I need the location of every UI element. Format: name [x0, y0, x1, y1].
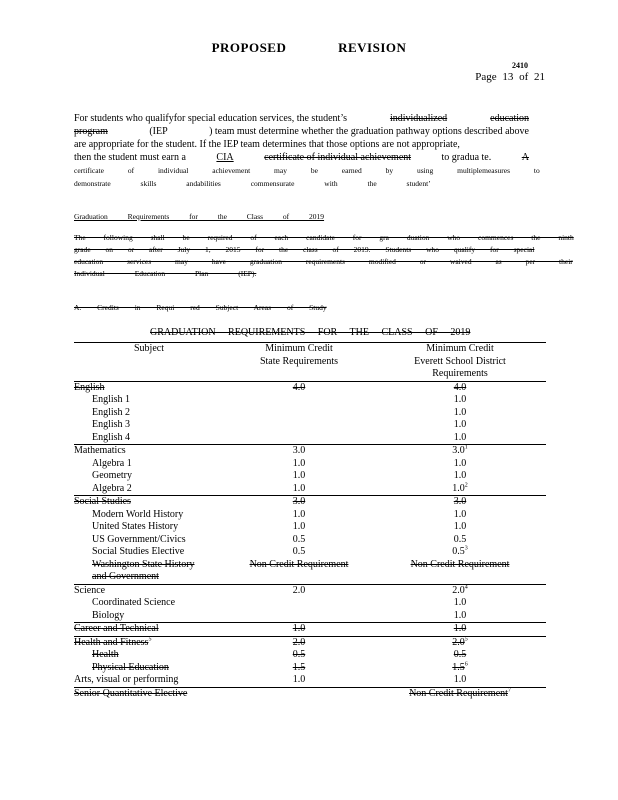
graduation-requirements-table: [74, 342, 546, 700]
credits-heading: A. Credits in Requi red Subject Areas of Study: [74, 303, 327, 312]
document-title: PROPOSED REVISION: [211, 40, 407, 55]
table-row: Algebra 1 1.0 1.0: [92, 457, 467, 469]
table-row: English 4 1.0: [92, 431, 467, 443]
table-row: English 1 1.0: [92, 394, 467, 405]
table-row: Modern World History 1.0 1.0: [92, 508, 467, 520]
table-row: Algebra 2 1.0 $1.0^2$: [92, 482, 468, 494]
table-row: Science 2.0 $2.0^4$: [74, 584, 546, 597]
table-row: English 3 1.0: [92, 419, 467, 430]
table-row: Social Studies 3.0 3.0: [74, 496, 546, 509]
col-header-state: Minimum Credit State Requirements: [259, 343, 339, 367]
intro-paragraph: For students who qualifyfor special education services, the student’s individualized education program (IEP ) team must determine whether the graduation pathway options described above are appropriate for the student. If the IEP team determines that those options are not appropriate, then the student must earn a CIA certificate of individual achievement to gradua te. A certificate of individual achievement may be earned by using multiplemeasures to demonstrate skills andabilities commensurate with the student’: [74, 113, 540, 188]
table-row: Geometry 1.0 1.0: [92, 470, 467, 481]
table-row: Health and Fitness$^5$ 2.0 $2.0^5$: [74, 636, 546, 649]
table-row: Social Studies Elective 0.5 $0.5^3$: [92, 545, 468, 557]
col-header-subject: Subject: [134, 343, 164, 354]
table-row: Biology 1.0: [92, 609, 467, 621]
table-row: Mathematics 3.0 $3.0^1$: [74, 445, 546, 458]
table-row: Physical Education 1.5 $1.5^6$: [92, 661, 468, 673]
table-row: Coordinated Science 1.0: [92, 597, 467, 608]
table-row: Career and Technical 1.0 1.0: [74, 623, 546, 637]
table-row: English 4.0 4.0: [74, 381, 546, 394]
graduation-heading: Graduation Requirements for the Class of 2019: [74, 212, 325, 221]
table-row: Arts, visual or performing 1.0 1.0: [74, 674, 467, 685]
policy-number: 2410: [512, 61, 528, 70]
table-row: US Government/Civics 0.5 0.5: [92, 533, 467, 545]
table-row: Washington State History and Government Non Credit Requirement Non Credit Requirement: [92, 558, 510, 582]
table-row: Health 0.5 0.5: [92, 649, 467, 660]
col-header-district: Minimum Credit Everett School District Requirements: [414, 343, 506, 379]
table-row: United States History 1.0 1.0: [92, 521, 467, 532]
page-number: Page 13 of 21: [475, 71, 545, 83]
table-row: English 2 1.0: [92, 406, 467, 418]
table-row: Senior Quantitative Elective Non Credit Requirement$^7$: [74, 687, 546, 700]
table-caption: GRADUATION REQUIREMENTS FOR THE CLASS OF 2019: [150, 327, 471, 338]
graduation-paragraph: The following shall be required of each candidate for gra duation who commences the ninth grade on or after July 1, 2015 for the class of 2019. Students who qualify for special education services may have graduation requirements modified or waived as per their Individual Education Plan (IEP).: [74, 233, 574, 278]
